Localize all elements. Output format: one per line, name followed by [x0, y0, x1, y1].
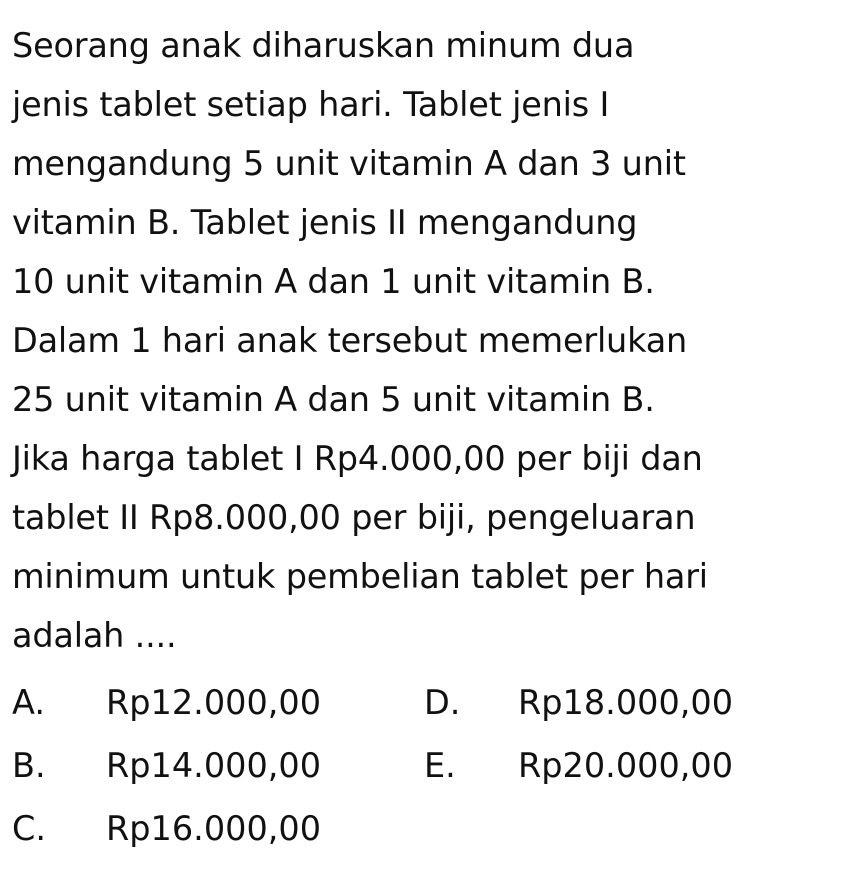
options-row-2 — [12, 746, 834, 809]
question-line: 25 unit vitamin A dan 5 unit vitamin B. — [12, 380, 655, 419]
option-value: Rp16.000,00 — [106, 809, 322, 848]
options-row-1 — [12, 683, 834, 746]
option-letter: B. — [12, 746, 46, 785]
question-line: Dalam 1 hari anak tersebut memerlukan — [12, 321, 688, 360]
question-line: Seorang anak diharuskan minum dua — [12, 26, 635, 65]
question-line: vitamin B. Tablet jenis II mengandung — [12, 203, 638, 242]
question-line: minimum untuk pembelian tablet per hari — [12, 557, 708, 596]
option-value: Rp18.000,00 — [518, 683, 734, 722]
question-line: tablet II Rp8.000,00 per biji, pengeluaran — [12, 498, 696, 537]
option-letter: E. — [424, 746, 456, 785]
option-c[interactable] — [12, 809, 321, 849]
question-text — [12, 16, 834, 665]
option-a[interactable] — [12, 683, 321, 723]
option-value: Rp12.000,00 — [106, 683, 322, 722]
question-line: Jika harga tablet I Rp4.000,00 per biji dan — [12, 439, 703, 478]
option-d[interactable] — [424, 683, 733, 723]
options-row-3 — [12, 809, 834, 872]
option-b[interactable] — [12, 746, 321, 786]
option-letter: C. — [12, 809, 47, 848]
option-value: Rp20.000,00 — [518, 746, 734, 785]
option-letter: A. — [12, 683, 45, 722]
question-line: jenis tablet setiap hari. Tablet jenis I — [12, 85, 610, 124]
question-line: 10 unit vitamin A dan 1 unit vitamin B. — [12, 262, 655, 301]
answer-options — [12, 683, 834, 872]
question-line: mengandung 5 unit vitamin A dan 3 unit — [12, 144, 686, 183]
option-e[interactable] — [424, 746, 733, 786]
option-value: Rp14.000,00 — [106, 746, 322, 785]
question-line: adalah .... — [12, 616, 177, 655]
option-letter: D. — [424, 683, 461, 722]
